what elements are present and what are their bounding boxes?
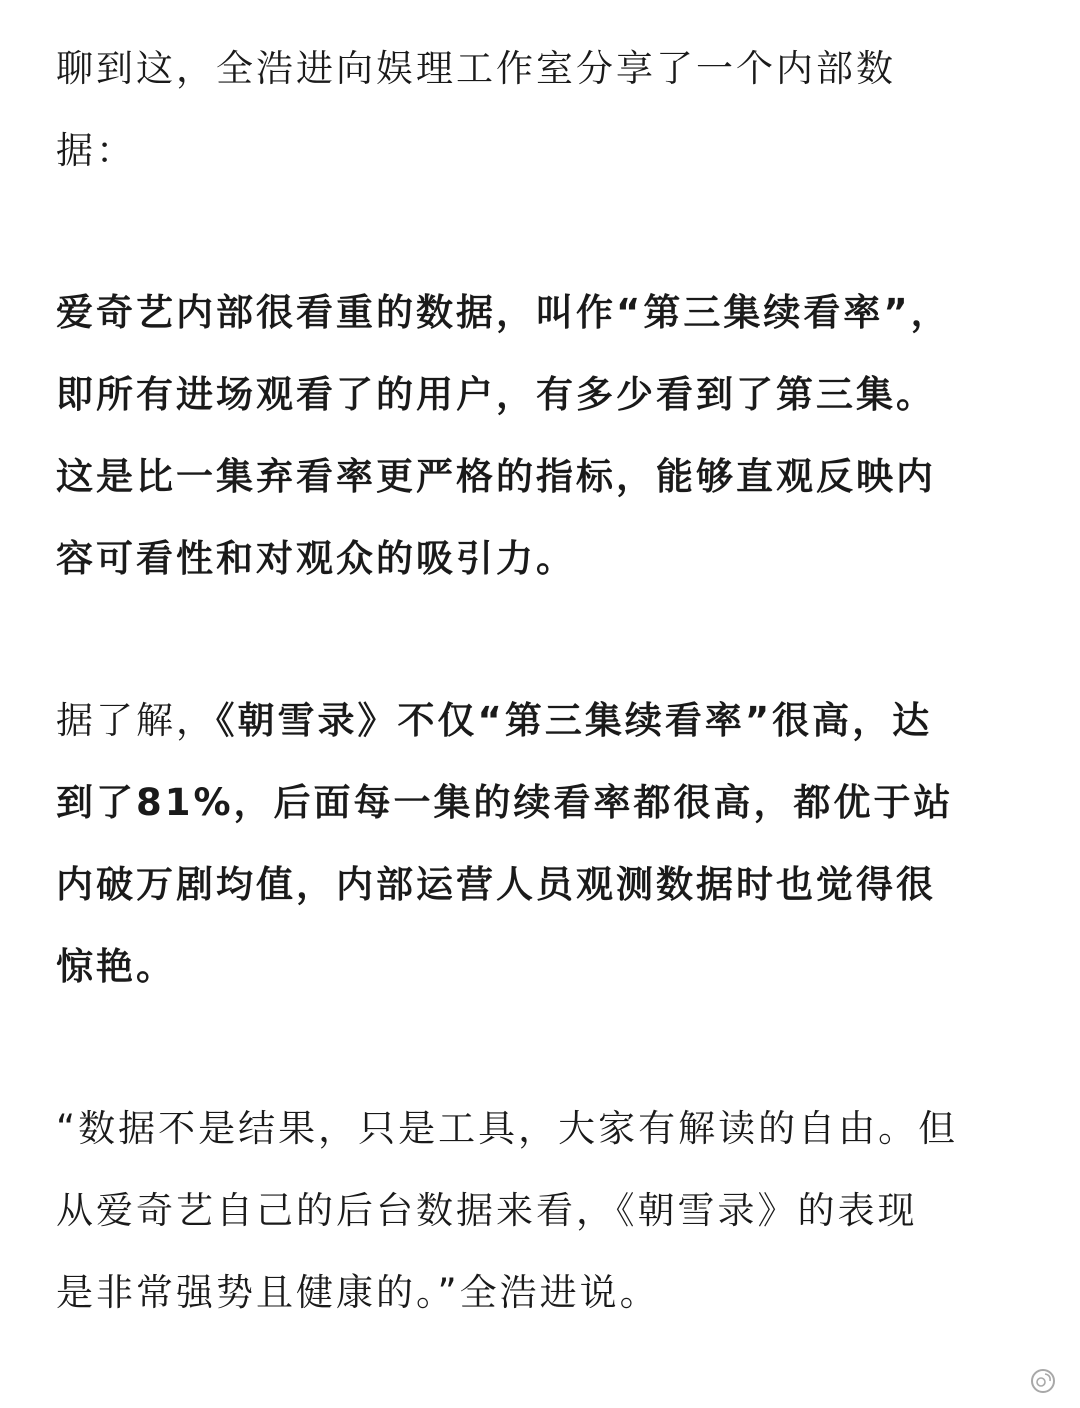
watermark bbox=[1030, 1368, 1062, 1394]
weibo-logo-icon bbox=[1030, 1368, 1056, 1394]
performance-line-2: 到了81%，后面每一集的续看率都很高，都优于站 bbox=[56, 781, 954, 824]
definition-line-2: 即所有进场观看了的用户，有多少看到了第三集。 bbox=[56, 373, 936, 416]
paragraph-intro bbox=[56, 28, 1024, 192]
quote-line-2: 从爱奇艺自己的后台数据来看，《朝雪录》的表现 bbox=[56, 1189, 918, 1232]
performance-line-4: 惊艳。 bbox=[56, 945, 176, 988]
paragraph-show-performance bbox=[56, 680, 1024, 1008]
quote-line-3: 是非常强势且健康的。”全浩进说。 bbox=[56, 1271, 660, 1314]
intro-line-1: 聊到这，全浩进向娱理工作室分享了一个内部数 bbox=[56, 47, 896, 90]
performance-lead: 据了解， bbox=[56, 699, 216, 742]
definition-line-4: 容可看性和对观众的吸引力。 bbox=[56, 537, 576, 580]
definition-line-3: 这是比一集弃看率更严格的指标，能够直观反映内 bbox=[56, 455, 936, 498]
quote-line-1: “数据不是结果，只是工具，大家有解读的自由。但 bbox=[56, 1107, 959, 1150]
article-body bbox=[56, 28, 1024, 1334]
paragraph-quote bbox=[56, 1088, 1024, 1334]
definition-line-1: 爱奇艺内部很看重的数据，叫作“第三集续看率”， bbox=[56, 291, 951, 334]
performance-line-1: 《朝雪录》不仅“第三集续看率”很高，达 bbox=[216, 699, 933, 742]
intro-line-2: 据： bbox=[56, 129, 136, 172]
paragraph-metric-definition bbox=[56, 272, 1024, 600]
performance-line-3: 内破万剧均值，内部运营人员观测数据时也觉得很 bbox=[56, 863, 936, 906]
